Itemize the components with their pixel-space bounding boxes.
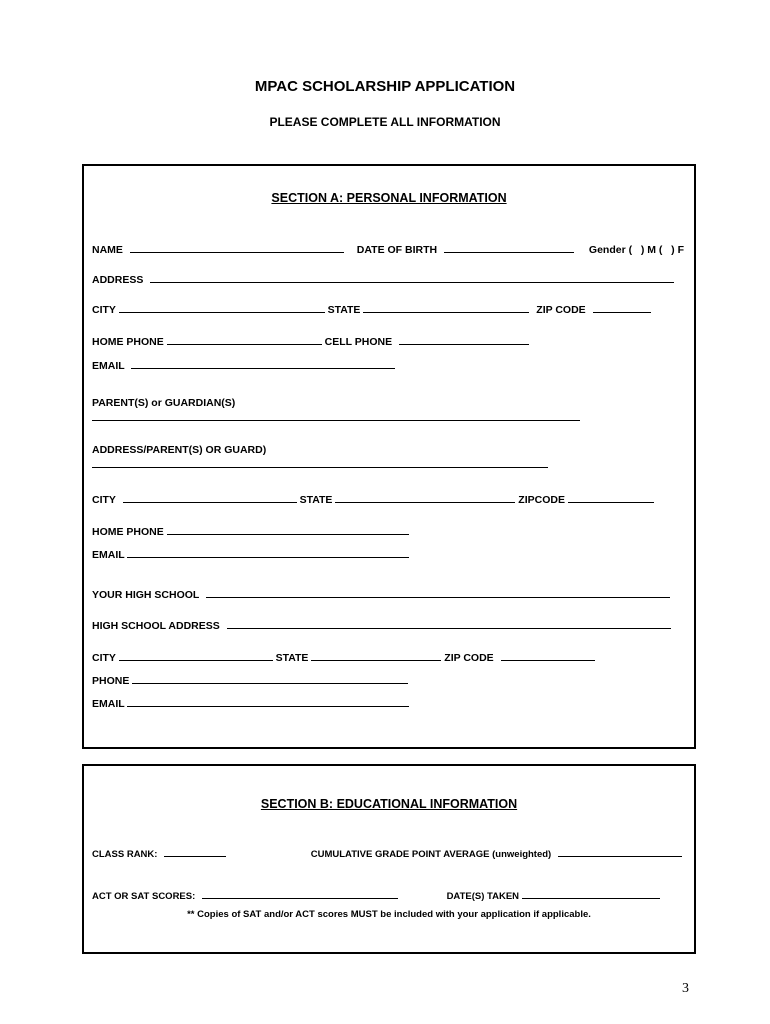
hs-state-field[interactable] xyxy=(311,650,441,661)
scores-dates-row xyxy=(92,888,660,902)
hs-address-label: HIGH SCHOOL ADDRESS xyxy=(92,620,220,632)
scores-field[interactable] xyxy=(202,888,398,899)
parent-line-row xyxy=(92,410,580,424)
email-label: EMAIL xyxy=(92,360,125,372)
parent-email-label: EMAIL xyxy=(92,549,125,561)
hs-address-field[interactable] xyxy=(227,618,671,629)
parent-city-field[interactable] xyxy=(123,492,297,503)
city-field[interactable] xyxy=(119,302,325,313)
zip-label: ZIP CODE xyxy=(536,304,586,316)
class-rank-gpa-row xyxy=(92,846,682,860)
high-school-label: YOUR HIGH SCHOOL xyxy=(92,589,200,601)
name-field[interactable] xyxy=(130,242,344,253)
parent-home-phone-field[interactable] xyxy=(167,524,409,535)
section-a-personal-information xyxy=(82,164,696,749)
name-row xyxy=(92,242,684,256)
hs-email-row xyxy=(92,696,409,710)
city-state-zip-row xyxy=(92,302,651,316)
home-phone-label: HOME PHONE xyxy=(92,336,164,348)
address-label: ADDRESS xyxy=(92,274,144,286)
hs-phone-row xyxy=(92,673,408,687)
hs-zip-label: ZIP CODE xyxy=(444,652,494,664)
state-label: STATE xyxy=(327,304,361,316)
city-label: CITY xyxy=(92,304,116,316)
hs-state-label: STATE xyxy=(275,652,309,664)
scores-label: ACT OR SAT SCORES: xyxy=(92,891,196,902)
dob-label: DATE OF BIRTH xyxy=(356,244,438,256)
high-school-field[interactable] xyxy=(206,587,670,598)
parent-address-label-row xyxy=(92,444,266,456)
phone-row xyxy=(92,334,529,348)
zip-field[interactable] xyxy=(593,302,651,313)
hs-phone-label: PHONE xyxy=(92,675,130,687)
section-b-educational-information xyxy=(82,764,696,954)
name-label: NAME xyxy=(92,244,123,256)
parent-email-field[interactable] xyxy=(127,547,409,558)
parent-state-field[interactable] xyxy=(335,492,515,503)
cell-phone-field[interactable] xyxy=(399,334,529,345)
parent-address-label: ADDRESS/PARENT(S) OR GUARD) xyxy=(92,444,267,456)
gender-label[interactable]: Gender ( ) M ( ) F xyxy=(588,244,685,256)
dates-taken-label: DATE(S) TAKEN xyxy=(446,891,520,902)
parent-email-row xyxy=(92,547,409,561)
state-field[interactable] xyxy=(363,302,529,313)
parent-label-row xyxy=(92,397,235,409)
email-row xyxy=(92,358,395,372)
dob-field[interactable] xyxy=(444,242,574,253)
address-field[interactable] xyxy=(150,272,674,283)
parent-city-label: CITY xyxy=(92,494,116,506)
page-number: 3 xyxy=(682,981,689,996)
scores-note: ** Copies of SAT and/or ACT scores MUST be included with your application if applicable. xyxy=(187,909,591,920)
parent-home-phone-label: HOME PHONE xyxy=(92,526,164,538)
page-subtitle: PLEASE COMPLETE ALL INFORMATION xyxy=(269,115,501,129)
parent-zip-field[interactable] xyxy=(568,492,654,503)
gpa-label: CUMULATIVE GRADE POINT AVERAGE (unweighted) xyxy=(310,849,552,860)
hs-email-label: EMAIL xyxy=(92,698,125,710)
parent-home-phone-row xyxy=(92,524,409,538)
parent-field[interactable] xyxy=(92,410,580,421)
hs-email-field[interactable] xyxy=(127,696,409,707)
gpa-field[interactable] xyxy=(558,846,682,857)
hs-city-state-zip-row xyxy=(92,650,595,664)
hs-zip-field[interactable] xyxy=(501,650,595,661)
dates-taken-field[interactable] xyxy=(522,888,660,899)
hs-phone-field[interactable] xyxy=(132,673,408,684)
cell-phone-label: CELL PHONE xyxy=(324,336,393,348)
section-a-title: SECTION A: PERSONAL INFORMATION xyxy=(271,191,507,205)
hs-city-field[interactable] xyxy=(119,650,273,661)
home-phone-field[interactable] xyxy=(167,334,322,345)
email-field[interactable] xyxy=(131,358,395,369)
parent-state-label: STATE xyxy=(299,494,333,506)
hs-city-label: CITY xyxy=(92,652,116,664)
high-school-row xyxy=(92,587,670,601)
section-b-title: SECTION B: EDUCATIONAL INFORMATION xyxy=(260,797,518,811)
hs-address-row xyxy=(92,618,671,632)
parent-address-field[interactable] xyxy=(92,457,548,468)
parent-address-line-row xyxy=(92,457,548,471)
parent-city-state-zip-row xyxy=(92,492,654,506)
class-rank-label: CLASS RANK: xyxy=(92,849,158,860)
address-row xyxy=(92,272,674,286)
page-title: MPAC SCHOLARSHIP APPLICATION xyxy=(254,78,516,95)
parent-zip-label: ZIPCODE xyxy=(518,494,565,506)
parent-label: PARENT(S) or GUARDIAN(S) xyxy=(92,397,236,409)
class-rank-field[interactable] xyxy=(164,846,226,857)
